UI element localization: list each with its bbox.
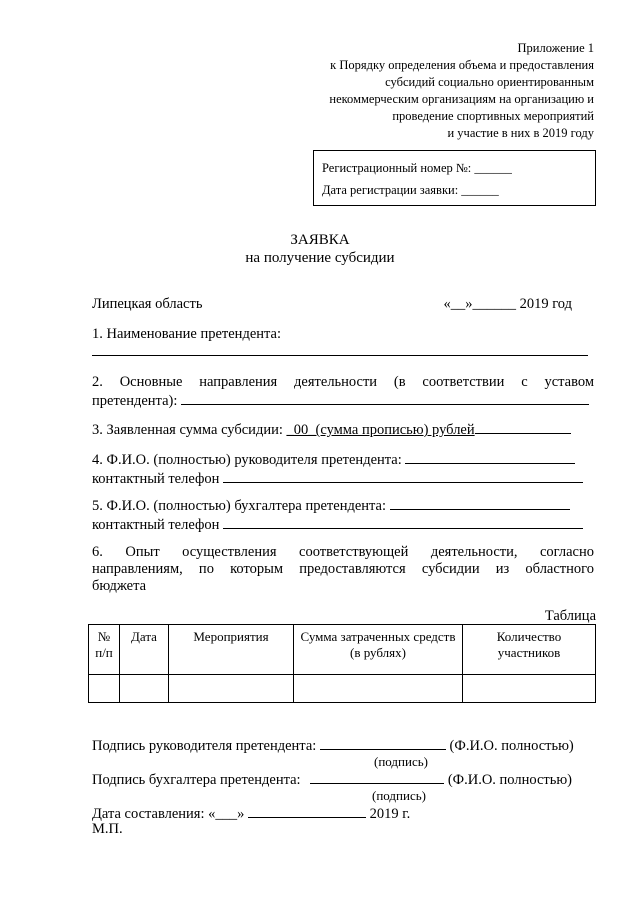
registration-number: Регистрационный номер №: ______ [322,161,512,175]
item-6-line1: 6. Опыт осуществления соответствующей деятельности, согласно [92,544,594,560]
table-cell[interactable] [294,675,463,703]
item-2-field[interactable] [181,391,589,405]
document-subtitle: на получение субсидии [245,250,395,266]
item-1 [92,326,594,356]
item-4 [92,450,594,488]
table-cell[interactable] [463,675,596,703]
item-6 [92,544,594,595]
item-3-value[interactable]: _00_(сумма прописью) рублей [286,422,475,438]
item-5-phone-field[interactable] [223,515,583,529]
accountant-fio-label: (Ф.И.О. полностью) [447,772,573,788]
compose-date-label: Дата составления: «___» [92,806,245,822]
application-date: «__»______ 2019 год [443,296,572,312]
compose-date-year: 2019 г. [369,806,411,822]
item-2-text: 2. Основные направления деятельности (в соответствии с уставом [92,374,594,390]
item-5-label: 5. Ф.И.О. (полностью) бухгалтера претендента: [92,498,387,514]
registration-date: Дата регистрации заявки: ______ [322,183,499,197]
head-signature-caption: (подпись) [374,754,428,769]
accountant-signature-label: Подпись бухгалтера претендента: [92,772,301,788]
item-6-line2: направлениям, по которым предоставляются субсидии из областного [92,561,594,577]
appendix-line: Приложение 1 [517,41,594,55]
experience-table [88,624,596,703]
head-signature-field[interactable] [320,736,446,750]
accountant-signature-field[interactable] [310,770,444,784]
col-participants: Количество участников [463,625,596,675]
item-4-field[interactable] [405,450,575,464]
item-4-label: 4. Ф.И.О. (полностью) руководителя претендента: [92,452,402,468]
item-3-label: 3. Заявленная сумма субсидии: [92,422,287,438]
col-amount: Сумма затраченных средств (в рублях) [294,625,463,675]
region-date-row [92,296,594,313]
region: Липецкая область [92,296,203,312]
appendix-line: к Порядку определения объема и предоставления [330,58,594,72]
item-4-phone-field[interactable] [223,469,583,483]
col-number: № п/п [89,625,120,675]
appendix-block [294,40,594,142]
table-cell[interactable] [89,675,120,703]
col-events: Мероприятия [169,625,294,675]
accountant-signature-caption: (подпись) [372,788,426,803]
item-5 [92,496,594,534]
table-row [89,675,596,703]
compose-date-row [92,804,410,823]
table-cell[interactable] [120,675,169,703]
item-2-line2: претендента): [92,393,178,409]
table-caption: Таблица [544,608,596,624]
item-5-phone-label: контактный телефон [92,517,220,533]
appendix-line: субсидий социально ориентированным [385,75,594,89]
compose-date-field[interactable] [248,804,366,818]
item-3 [92,420,594,439]
table-cell[interactable] [169,675,294,703]
item-1-label: 1. Наименование претендента: [92,326,281,342]
item-5-field[interactable] [390,496,570,510]
item-6-line3: бюджета [92,578,147,594]
item-2 [92,374,594,410]
appendix-line: некоммерческим организациям на организацию и [329,92,594,106]
head-fio-label: (Ф.И.О. полностью) [449,738,574,754]
document-title: ЗАЯВКА [290,232,350,248]
item-3-field[interactable] [475,420,571,434]
table-header-row [89,625,596,675]
col-date: Дата [120,625,169,675]
item-4-phone-label: контактный телефон [92,471,220,487]
seal-label: М.П. [92,821,123,837]
head-signature-label: Подпись руководителя претендента: [92,738,317,754]
head-signature-row [92,736,574,755]
appendix-line: и участие в них в 2019 году [447,126,594,140]
accountant-signature-row [92,770,572,789]
item-1-line[interactable] [92,343,588,356]
appendix-line: проведение спортивных мероприятий [392,109,594,123]
registration-box [313,150,596,206]
